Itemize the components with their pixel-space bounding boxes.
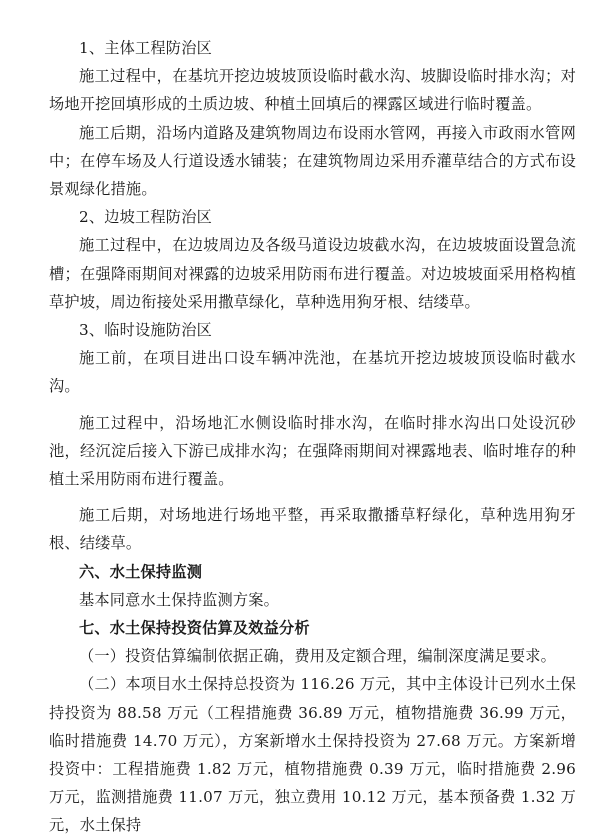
section-heading-temporary-facilities: 3、临时设施防治区 [79,321,212,340]
paragraph-investment-basis: （一）投资估算编制依据正确，费用及定额合理，编制深度满足要求。 [79,647,557,666]
paragraph-slope-works-construction: 施工过程中，在边坡周边及各级马道设边坡截水沟，在边坡坡面设置急流槽；在强降雨期间对裸露的边坡采用防雨布进行覆盖。对边坡坡面采用格构植草护坡，周边衔接处采用撒草绿化，草种选用狗牙根、结缕草。 [49,236,576,311]
section-heading-monitoring: 六、水土保持监测 [79,562,203,581]
paragraph-investment-total: （二）本项目水土保持总投资为 116.26 万元，其中主体设计已列水土保持投资为 88.58 万元（工程措施费 36.89 万元，植物措施费 36.99 万元，临时措施费 14.70 万元），方案新增水土保持投资为 27.68 万元。方案新增投资中：工程措施费 1.82 万元，植物措施费 0.39 万元，临时措施费 2.96 万元，监测措施费 11.07 万元，独立费用 10.12 万元，基本预备费 1.32 万元，水土保持 [49,675,576,835]
paragraph-temporary-late-stage: 施工后期，对场地进行场地平整，再采取撒播草籽绿化，草种选用狗牙根、结缕草。 [49,506,576,553]
paragraph-main-works-construction: 施工过程中，在基坑开挖边坡坡顶设临时截水沟、坡脚设临时排水沟；对场地开挖回填形成的土质边坡、种植土回填后的裸露区域进行临时覆盖。 [49,67,576,114]
paragraph-monitoring: 基本同意水土保持监测方案。 [79,590,280,609]
section-heading-main-works: 1、主体工程防治区 [79,39,212,57]
paragraph-main-works-late-stage: 施工后期，沿场内道路及建筑物周边布设雨水管网，再接入市政雨水管网中；在停车场及人行道设透水铺装；在建筑物周边采用乔灌草结合的方式布设景观绿化措施。 [49,123,576,199]
paragraph-temporary-before-construction: 施工前，在项目进出口设车辆冲洗池，在基坑开挖边坡坡顶设临时截水沟。 [49,349,576,396]
section-heading-investment: 七、水土保持投资估算及效益分析 [79,619,310,638]
paragraph-temporary-construction: 施工过程中，沿场地汇水侧设临时排水沟，在临时排水沟出口处设沉砂池，经沉淀后接入下游已成排水沟；在强降雨期间对裸露地表、临时堆存的种植土采用防雨布进行覆盖。 [49,413,576,489]
section-heading-slope-works: 2、边坡工程防治区 [79,208,212,227]
